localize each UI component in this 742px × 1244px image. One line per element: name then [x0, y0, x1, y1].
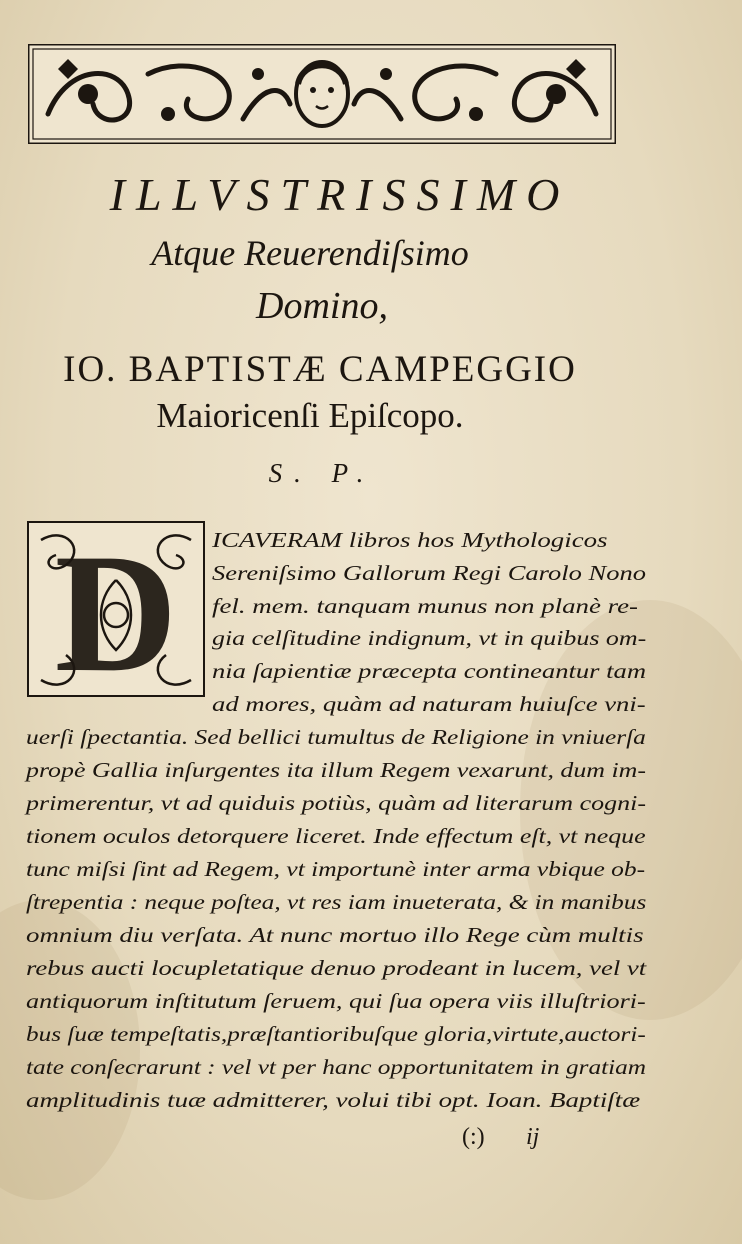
decorated-initial	[26, 520, 206, 698]
body-line: propè Gallia inſurgentes ita illum Regem vexarunt, dum im-	[26, 758, 646, 782]
title-line-3: Domino,	[256, 285, 388, 327]
signature-mark: (:)	[462, 1124, 485, 1150]
body-line: ſtrepentia : neque poſtea, vt res iam inueterata, & in manibus	[26, 890, 647, 914]
title-line-2: Atque Reuerendiſsimo	[151, 233, 469, 273]
body-line: ad mores, quàm ad naturam huiuſce vni-	[212, 692, 646, 716]
body-line: omnium diu verſata. At nunc mortuo illo Rege cùm multis	[26, 923, 644, 947]
ornamental-headpiece	[28, 44, 616, 144]
body-line: gia celſitudine indignum, vt in quibus om-	[212, 626, 647, 650]
body-line: nia ſapientiæ præcepta contineantur tam	[212, 659, 647, 683]
title-line-5: Maioricenſi Epiſcopo.	[156, 396, 464, 435]
body-line: tionem oculos detorquere liceret. Inde effectum eſt, vt neque	[26, 824, 646, 848]
title-line-1: ILLVSTRISSIMO	[109, 169, 571, 220]
body-line: Sereniſsimo Gallorum Regi Carolo Nono	[212, 561, 646, 585]
body-line: antiquorum inſtitutum ſeruem, qui ſua opera viis illuſtriori-	[26, 989, 646, 1013]
title-line-4: IO. BAPTISTÆ CAMPEGGIO	[63, 349, 577, 390]
body-line: primerentur, vt ad quiduis potiùs, quàm ad literarum cogni-	[26, 791, 646, 815]
body-line: fel. mem. tanquam munus non planè re-	[212, 594, 638, 618]
body-line: ICAVERAM libros hos Mythologicos	[212, 528, 608, 552]
initial-letter: D	[54, 520, 178, 698]
salutation: S. P.	[268, 458, 376, 488]
body-line: tate conſecrarunt : vel vt per hanc opportunitatem in gratiam	[26, 1055, 647, 1079]
body-line: rebus aucti locupletatique denuo prodeant in lucem, vel vt	[26, 956, 647, 980]
body-line: bus ſuæ tempeſtatis,præſtantioribuſque gloria,virtute,auctori-	[26, 1022, 646, 1046]
body-line: uerſi ſpectantia. Sed bellici tumultus de Religione in vniuerſa	[26, 725, 646, 749]
body-line: tunc miſsi ſint ad Regem, vt importunè inter arma vbique ob-	[26, 857, 646, 881]
body-line: amplitudinis tuæ admitterer, volui tibi opt. Ioan. Baptiſtæ	[26, 1088, 641, 1112]
signature-number: ij	[526, 1124, 540, 1150]
